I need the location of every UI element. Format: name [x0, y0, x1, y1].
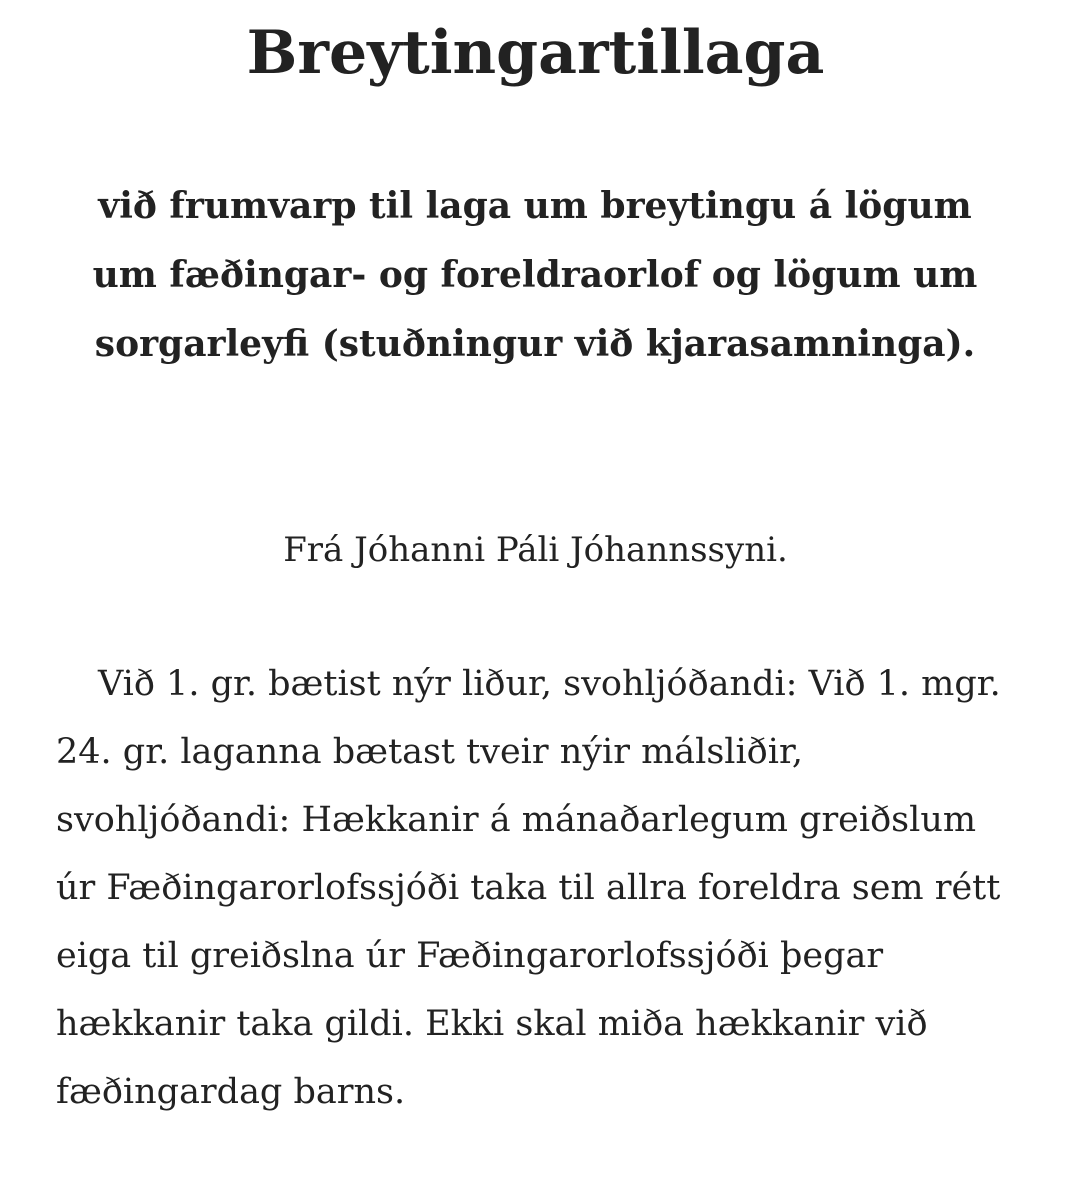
document-author: Frá Jóhanni Páli Jóhannssyni. [283, 530, 788, 570]
document-body-paragraph: Við 1. gr. bætist nýr liður, svohljóðandi: Við 1. mgr. 24. gr. laganna bætast tveir nýir málsliðir, svohljóðandi: Hækkanir á mánaðarlegum greiðslum úr Fæðingarorlofssjóði taka til allra foreldra sem rétt eiga til greiðslna úr Fæðingarorlofssjóði þegar hækkanir taka gildi. Ekki skal miða hækkanir við fæðingardag barns. [56, 664, 1001, 1112]
document-title: Breytingartillaga [246, 18, 825, 88]
document-subtitle: við frumvarp til laga um breytingu á lögum um fæðingar- og foreldraorlof og lögum um sorgarleyfi (stuðningur við kjarasamninga). [92, 185, 978, 365]
